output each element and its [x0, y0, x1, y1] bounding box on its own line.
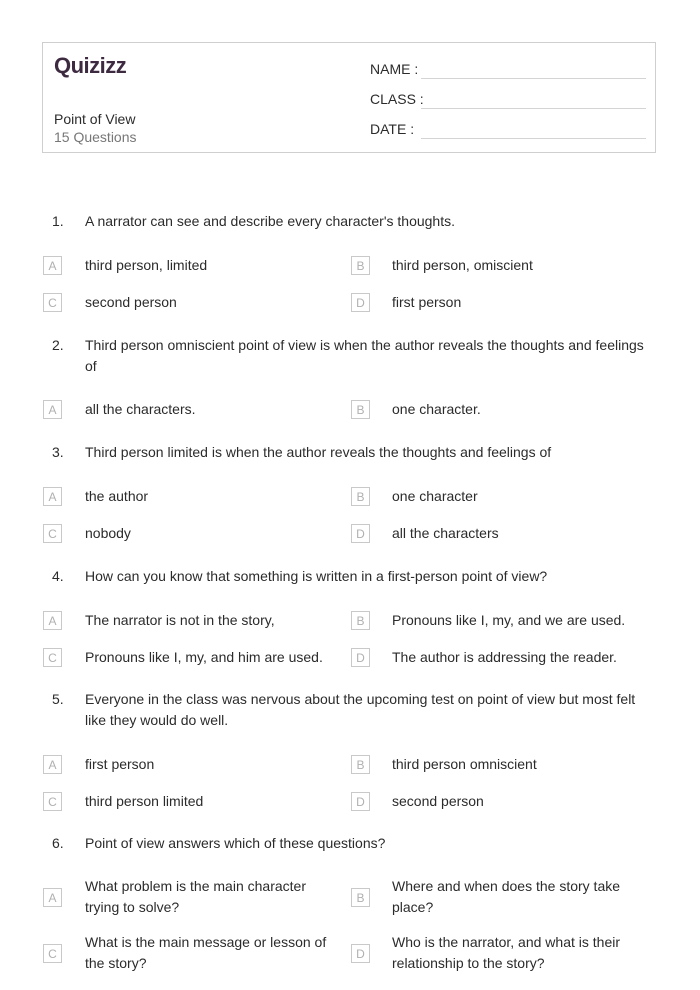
- option-text: Pronouns like I, my, and him are used.: [85, 649, 323, 665]
- question-number: 2.: [52, 337, 64, 353]
- question-number: 3.: [52, 444, 64, 460]
- option-badge: D: [351, 293, 370, 312]
- name-label: NAME :: [370, 61, 419, 77]
- name-line: [421, 78, 646, 79]
- option-text: third person, omiscient: [392, 257, 533, 273]
- option-badge: A: [43, 888, 62, 907]
- option-text: one character: [392, 488, 478, 504]
- quizizz-logo: Quizizz: [54, 53, 127, 78]
- option-badge: D: [351, 944, 370, 963]
- question-text: A narrator can see and describe every character's thoughts.: [85, 213, 455, 229]
- option-text: nobody: [85, 525, 131, 541]
- option-badge: D: [351, 524, 370, 543]
- option-text: Where and when does the story take place?: [392, 878, 621, 915]
- option-badge: B: [351, 487, 370, 506]
- question-number: 6.: [52, 835, 64, 851]
- option-text: third person, limited: [85, 257, 208, 273]
- option-badge: D: [351, 792, 370, 811]
- option-text: one character.: [392, 401, 481, 417]
- option-badge: C: [43, 648, 62, 667]
- worksheet-title: Point of View: [54, 111, 136, 127]
- option-badge: B: [351, 400, 370, 419]
- option-badge: A: [43, 256, 62, 275]
- question-text: How can you know that something is written in a first-person point of view?: [85, 568, 548, 584]
- question-text: Third person limited is when the author reveals the thoughts and feelings of: [85, 444, 552, 460]
- question-number: 1.: [52, 213, 64, 229]
- option-badge: B: [351, 888, 370, 907]
- option-text: the author: [85, 488, 149, 504]
- option-badge: B: [351, 755, 370, 774]
- option-badge: C: [43, 792, 62, 811]
- option-badge: A: [43, 611, 62, 630]
- question-text: Third person omniscient point of view is when the author reveals the thoughts and feelings of: [85, 337, 644, 374]
- option-badge: A: [43, 400, 62, 419]
- option-badge: C: [43, 524, 62, 543]
- option-text: all the characters.: [85, 401, 196, 417]
- option-badge: B: [351, 611, 370, 630]
- option-text: first person: [392, 294, 462, 310]
- option-text: The author is addressing the reader.: [392, 649, 617, 665]
- option-text: third person limited: [85, 793, 204, 809]
- option-badge: C: [43, 944, 62, 963]
- option-badge: C: [43, 293, 62, 312]
- class-line: [421, 108, 646, 109]
- class-label: CLASS :: [370, 91, 424, 107]
- option-text: What problem is the main character trying to solve?: [85, 878, 306, 915]
- question-text: Everyone in the class was nervous about the upcoming test on point of view but most felt like they would do well.: [85, 691, 636, 728]
- question-number: 5.: [52, 691, 64, 707]
- option-badge: A: [43, 755, 62, 774]
- question-count: 15 Questions: [54, 129, 137, 145]
- option-text: first person: [85, 756, 155, 772]
- option-badge: D: [351, 648, 370, 667]
- option-text: What is the main message or lesson of the story?: [85, 934, 327, 971]
- question-number: 4.: [52, 568, 64, 584]
- option-badge: B: [351, 256, 370, 275]
- option-badge: A: [43, 487, 62, 506]
- option-text: all the characters: [392, 525, 499, 541]
- option-text: The narrator is not in the story,: [85, 612, 275, 628]
- worksheet-header: [42, 42, 656, 153]
- option-text: Pronouns like I, my, and we are used.: [392, 612, 626, 628]
- date-label: DATE :: [370, 121, 415, 137]
- date-line: [421, 138, 646, 139]
- question-text: Point of view answers which of these questions?: [85, 835, 386, 851]
- option-text: Who is the narrator, and what is their relationship to the story?: [392, 934, 620, 971]
- option-text: third person omniscient: [392, 756, 537, 772]
- option-text: second person: [85, 294, 177, 310]
- option-text: second person: [392, 793, 484, 809]
